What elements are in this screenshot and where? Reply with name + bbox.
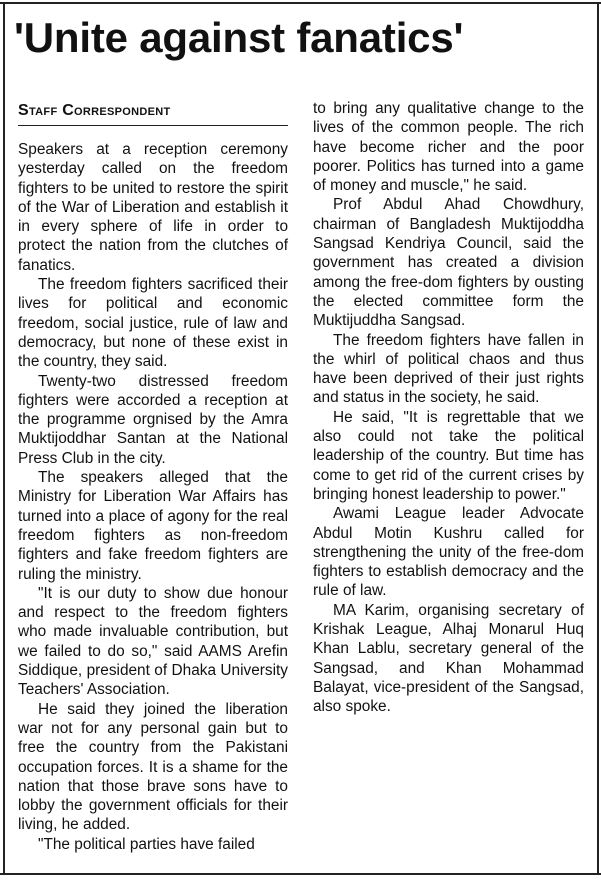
- byline: Staff Correspondent: [18, 100, 288, 126]
- paragraph: Prof Abdul Ahad Chowdhury, chairman of Bangladesh Muktijoddha Sangsad Kendriya Council, said the government has created a division among the free-dom fighters by ousting the elected committee form the Muktijuddha Sangsad.: [313, 196, 584, 330]
- paragraph: The speakers alleged that the Ministry for Liberation War Affairs has turned into a place of agony for the real freedom fighters as non-freedom fighters and fake freedom fighters are ruling the ministry.: [18, 469, 288, 583]
- paragraph: Awami League leader Advocate Abdul Motin Kushru called for strengthening the unity of the free-dom fighters to establish democracy and the rule of law.: [313, 505, 584, 600]
- paragraph: MA Karim, organising secretary of Krishak League, Alhaj Monarul Huq Khan Lablu, secretary general of the Sangsad, and Khan Mohammad Balayat, vice-president of the Sangsad, also spoke.: [313, 601, 584, 716]
- paragraph: "It is our duty to show due honour and respect to the freedom fighters who made invaluable contribution, but we failed to do so," said AAMS Arefin Siddique, president of Dhaka University Teachers' Association.: [18, 584, 288, 699]
- top-rule: [0, 2, 601, 4]
- paragraph: "The political parties have failed: [38, 835, 255, 853]
- paragraph: Speakers at a reception ceremony yesterday called on the freedom fighters to be united to restore the spirit of the War of Liberation and establish it in every sphere of life in order to protect the nation from the clutches of fanatics.: [18, 141, 288, 274]
- right-column: [313, 99, 584, 717]
- paragraph: He said they joined the liberation war not for any personal gain but to free the country from the Pakistani occupation forces. It is a shame for the nation that those brave sons have to lobby the government officials for their living, he added.: [18, 700, 288, 834]
- left-border: [3, 2, 5, 873]
- right-border: [597, 2, 599, 873]
- headline: 'Unite against fanatics': [14, 14, 464, 61]
- paragraph: The freedom fighters sacrificed their lives for political and economic freedom, social justice, rule of law and democracy, but none of these exist in the country, they said.: [18, 276, 288, 371]
- paragraph: Twenty-two distressed freedom fighters were accorded a reception at the programme orgnised by the Amra Muktijoddhar Santan at the National Press Club in the city.: [18, 372, 288, 467]
- paragraph: The freedom fighters have fallen in the whirl of political chaos and thus have been deprived of their just rights and status in the society, he said.: [313, 331, 584, 407]
- paragraph: He said, "It is regrettable that we also could not take the political leadership of the country. But time has come to get rid of the current crises by bringing honest leadership to power.": [313, 408, 584, 503]
- bottom-rule: [0, 873, 601, 875]
- left-column: [18, 100, 288, 854]
- paragraph: to bring any qualitative change to the lives of the common people. The rich have become richer and the poor poorer. Politics has turned into a game of money and muscle," he said.: [313, 100, 584, 195]
